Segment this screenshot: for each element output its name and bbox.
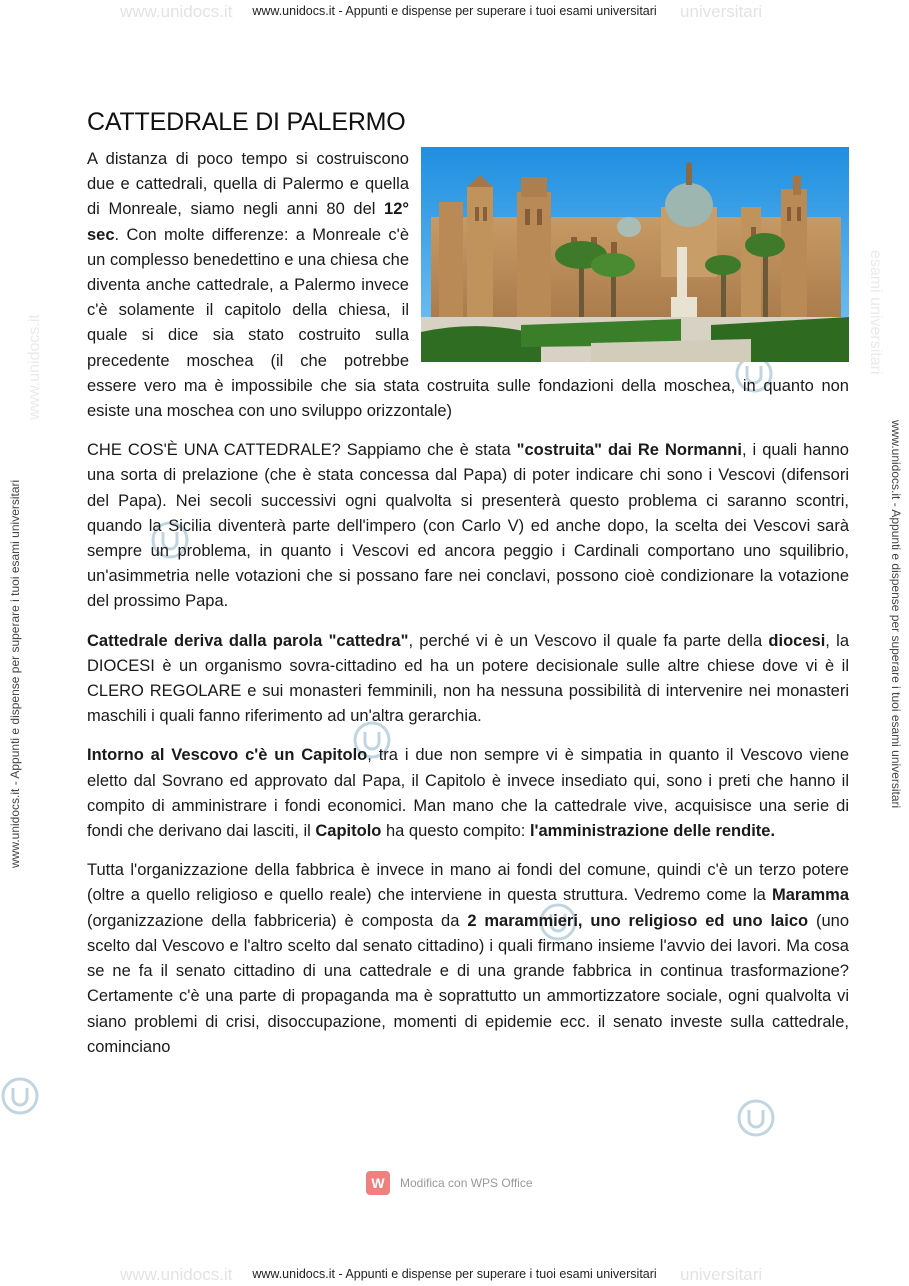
watermark-right: www.unidocs.it - Appunti e dispense per superare i tuoi esami universitari [889,420,903,809]
paragraph-cattedra [87,629,849,730]
bold-segment: Maramma [771,886,849,905]
bold-segment: Cattedrale deriva dalla parola "cattedra" [87,631,409,650]
text-segment: . Con molte differenze: a Monreale c'è un complesso benedettino e una chiesa che diventa anche cattedrale, a Palermo invece c'è solamente il capitolo della chiesa, il quale si dice sia stato costruito sulla precedente moschea (il che potrebbe essere vero ma è impossibile che sia stata costruita sulle fondazioni della moschea, in quanto non esiste una moschea con uno sviluppo orizzontale) [87,225,849,421]
cathedral-photo [421,147,849,362]
text-segment: , perché vi è un Vescovo il quale fa parte della [408,631,769,650]
bold-segment: diocesi [768,631,826,650]
bold-segment: Intorno al Vescovo c'è un Capitolo [87,746,368,765]
ghost-watermark-bottom-right: universitari [680,1265,763,1284]
bold-segment: 12° sec [87,200,409,244]
wps-edit-link[interactable] [366,1171,533,1195]
watermark-top: www.unidocs.it - Appunti e dispense per superare i tuoi esami universitari [252,4,657,18]
text-segment: , tra i due non sempre vi è simpatia in quanto il Vescovo viene eletto dal Sovrano ed approvato dal Papa, il Capitolo è invece insediato qui, sono i preti che hanno il compito di amministrare i fondi economici. Man mano che la cattedrale vive, acquisisce una serie di fondi che derivano dai lasciti, il [87,746,850,841]
watermark-left: www.unidocs.it - Appunti e dispense per superare i tuoi esami universitari [8,479,22,868]
bold-segment: Capitolo [315,822,382,841]
text-segment: Tutta l'organizzazione della fabbrica è invece in mano ai fondi del comune, quindi c'è un terzo potere (oltre a quello religioso e quello reale) che interviene in questa struttura. Vedremo come la [87,861,849,905]
ghost-watermark-left: www.unidocs.it [26,314,43,420]
unidocs-logo-icon [736,1098,776,1138]
text-segment: , i quali hanno una sorta di prelazione (che è stata concessa dal Papa) di poter indicare chi sono i Vescovi (difensori del Papa). Nei secoli successivi ogni qualvolta si presenterà questo problema ci saranno scontri, quando la Sicilia diventerà parte dell'impero (con Carlo V) ed anche dopo, la scelta dei Vescovi sarà sempre un problema, in quanto i Vescovi ed ancora peggio i Cardinali comportano uno squilibrio, un'asimmetria nelle votazioni che si possano fare nei conclavi, possono cioè condizionare la votazione del prossimo Papa. [87,441,849,611]
ghost-watermark-right: esami universitari [867,250,884,375]
bold-segment: l'amministrazione delle rendite. [529,822,776,841]
page-title: CATTEDRALE DI PALERMO [87,108,406,136]
bold-segment: 2 marammieri, uno religioso ed uno laico [467,911,809,930]
ghost-watermark-top: www.unidocs.it [120,2,233,21]
wps-edit-label: Modifica con WPS Office [400,1176,533,1190]
paragraph-maramma [87,858,849,1060]
paragraph-cattedrale-definition [87,438,849,614]
text-segment: A distanza di poco tempo si costruiscono due e cattedrali, quella di Palermo e quella di Monreale, siamo negli anni 80 del [87,150,409,219]
text-segment: , la DIOCESI è un organismo sovra-cittadino ed ha un potere decisionale sulle altre chiese dove vi è il CLERO REGOLARE e sui monasteri femminili, non ha nessuna possibilità di intervenire nei monasteri maschili i quali fanno riferimento ad un'altra gerarchia. [87,631,849,726]
bold-segment: "costruita" dai Re Normanni [516,441,742,460]
ghost-watermark-bottom: www.unidocs.it [120,1265,233,1284]
text-segment: (organizzazione della fabbriceria) è composta da [87,911,468,930]
ghost-watermark-top-right: universitari [680,2,763,21]
unidocs-logo-icon [0,1076,40,1116]
paragraph-capitolo [87,743,849,844]
text-segment: (uno scelto dal Vescovo e l'altro scelto dal senato cittadino) i quali firmano insieme l'avvio dei lavori. Ma cosa se ne fa il senato cittadino di una cattedrale e di una grande fabbrica in continua trasformazione? Certamente c'è una parte di propaganda ma è soprattutto un ammortizzatore sociale, ogni qualvolta vi siano problemi di crisi, disoccupazione, momenti di epidemie ecc. il senato investe sulla cattedrale, cominciano [87,911,849,1056]
text-segment: ha questo compito: [381,822,530,841]
wps-office-icon: W [366,1171,390,1195]
watermark-bottom: www.unidocs.it - Appunti e dispense per superare i tuoi esami universitari [252,1267,657,1281]
document-body [87,108,849,1074]
text-segment: CHE COS'È UNA CATTEDRALE? Sappiamo che è stata [87,441,517,460]
